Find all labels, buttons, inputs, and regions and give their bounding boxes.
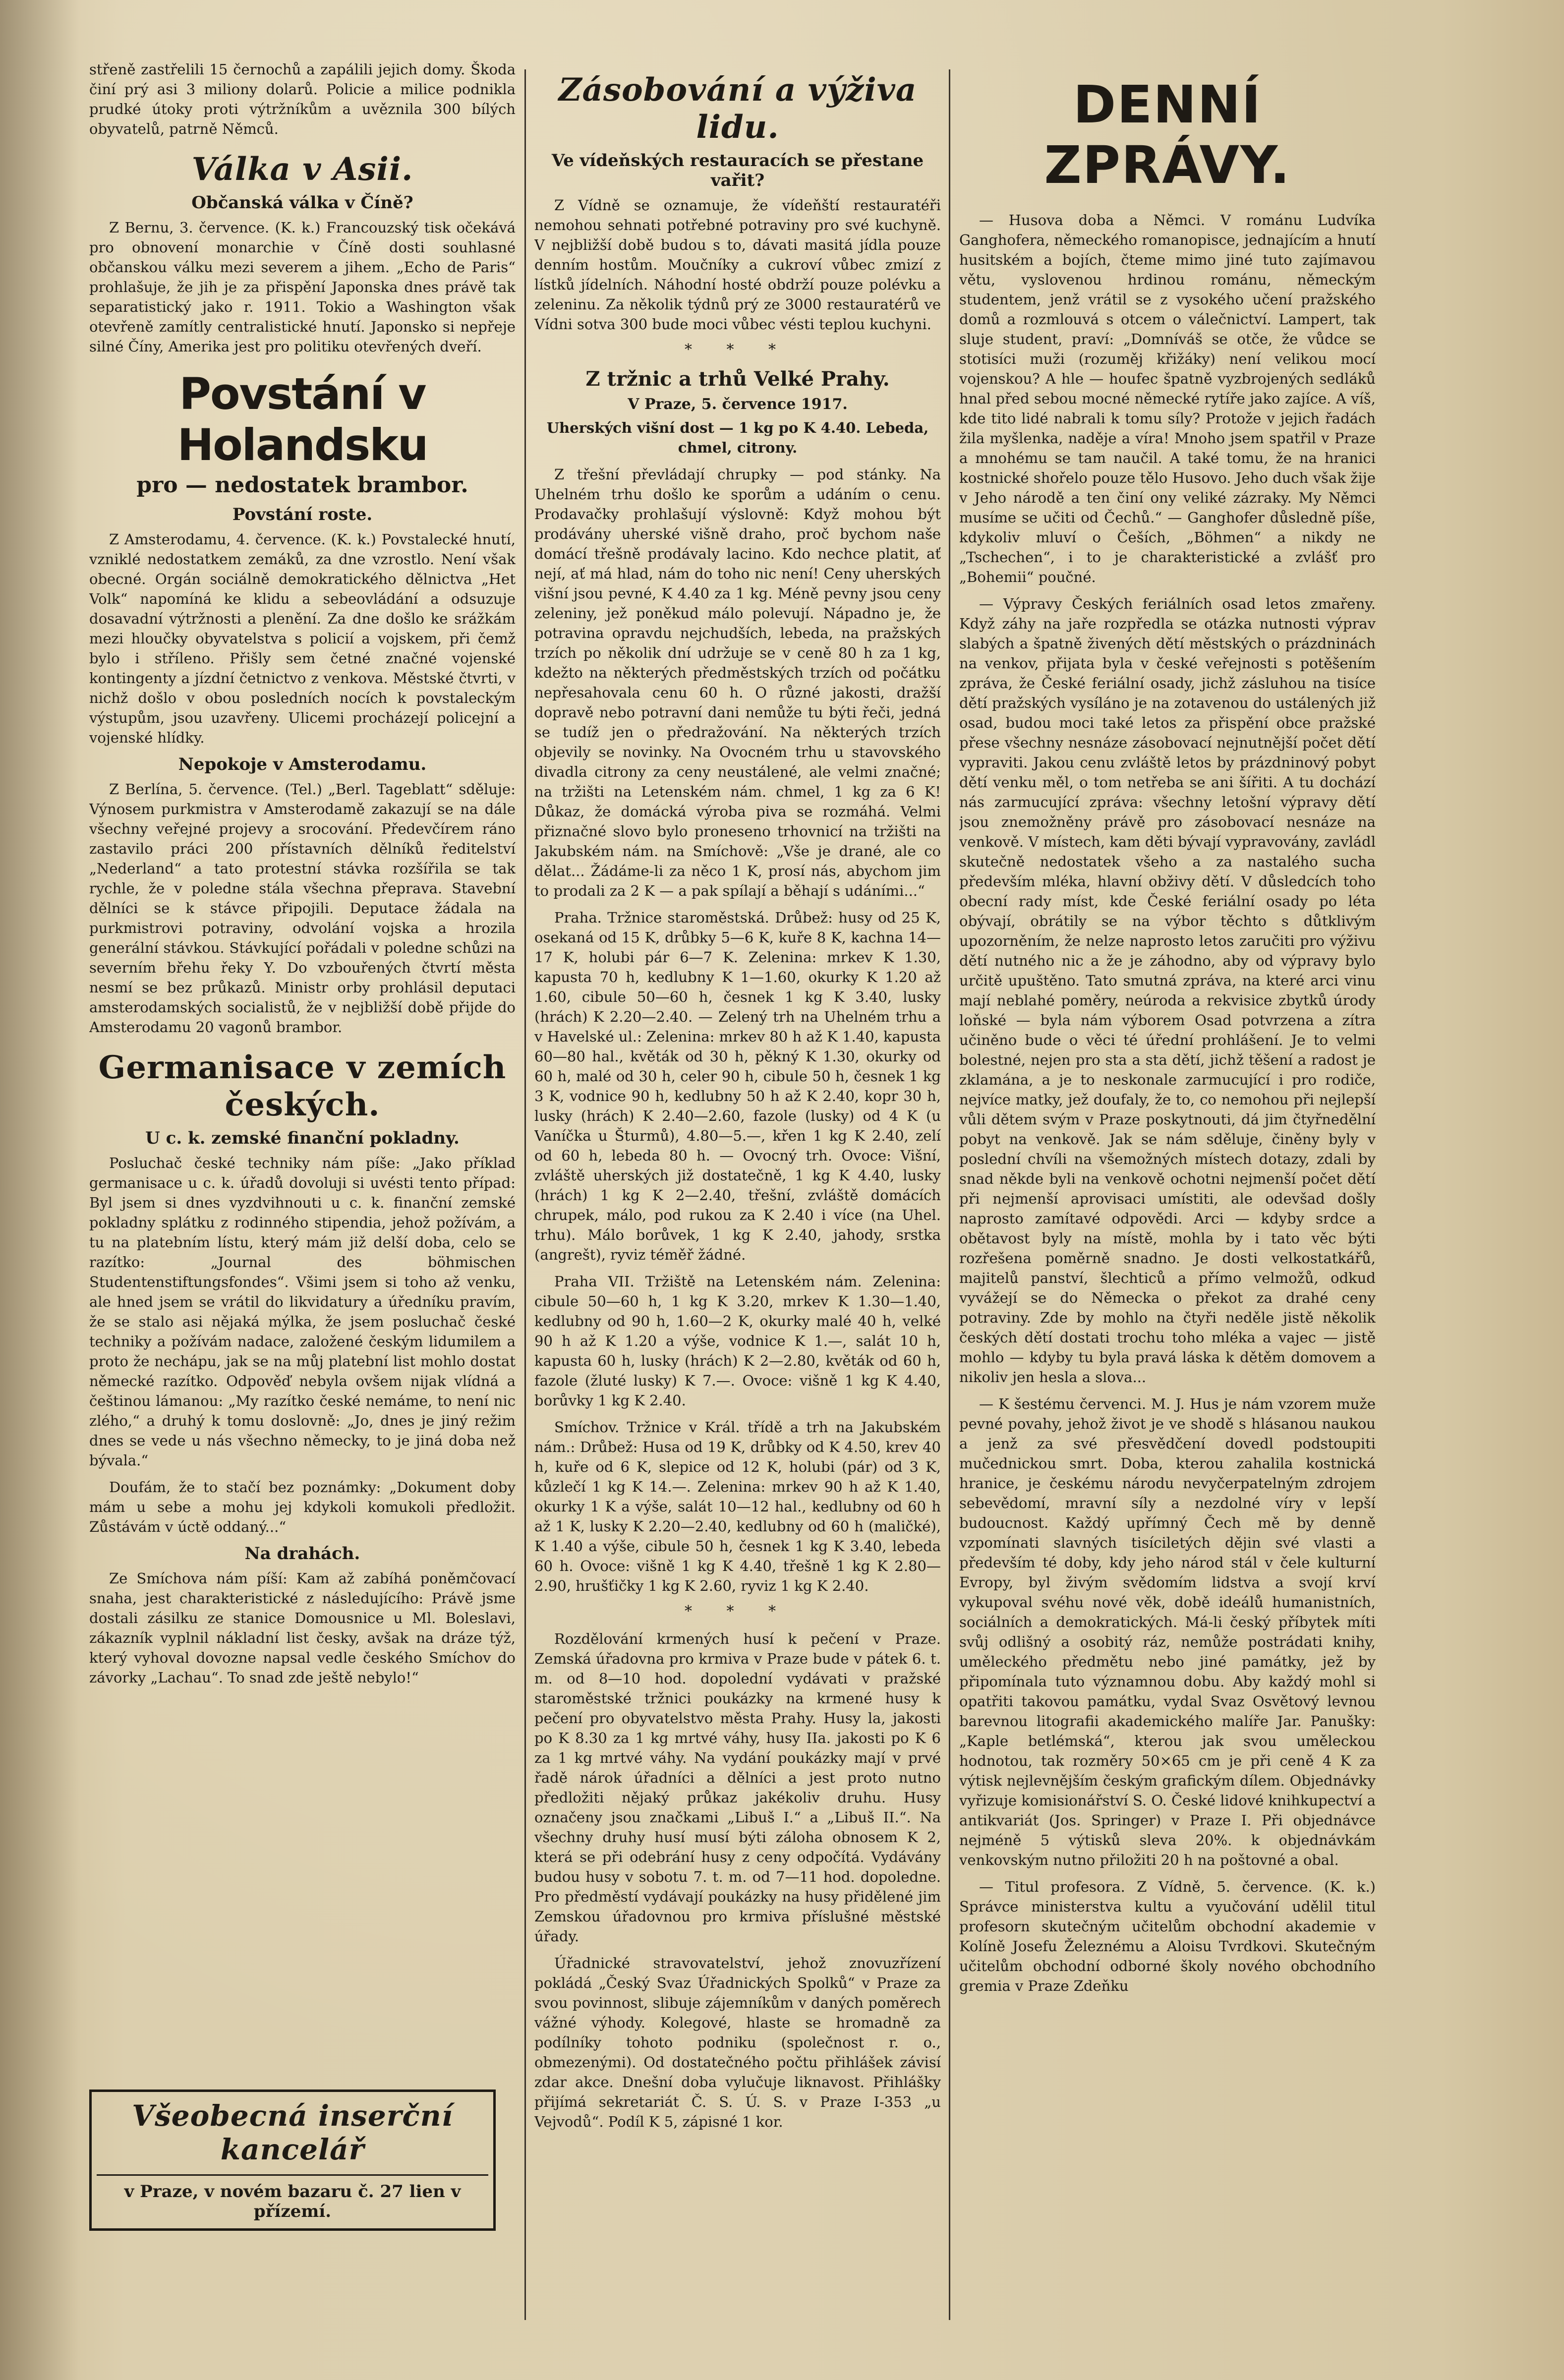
article-zasobovani-text: Z Vídně se oznamuje, že vídeňští restauratéři nemohou sehnati potřebné potraviny pro své kuchyně. V nejbližší době budou s to, dávati masitá jídla pouze denním hostům. Moučníky a cukroví vůbec zmizí z lístků jídelních. Náhodní hosté obdrží pouze polévku a zeleninu. Za několik týdnů prý ze 3000 restauratérů ve Vídni sotva 300 bude moci vůbec vésti teplou kuchyni. [534, 197, 941, 333]
ad-title: Všeobecná inserční kancelář [132, 2099, 453, 2166]
subhead-nedostatek-brambor: pro — nedostatek brambor. [136, 472, 468, 498]
section-divider-stars: * * * [684, 341, 791, 358]
subhead-uherske-visne: Uherských višní dost — 1 kg po K 4.40. Lebeda, chmel, citrony. [546, 419, 929, 456]
article-rozdelovani-husi: Rozdělování krmených husí k pečení v Praze. Zemská úřadovna pro krmiva v Praze bude v pátek 6. t. m. od 8—10 hod. dopolední vydávati v pražské staroměstské tržnici poukázky na krmené husy k pečení pro obyvatelstvo města Prahy. Husy la, jakosti po K 8.30 za 1 kg mrtvé váhy, husy IIa. jakosti po K 6 za 1 kg mrtvé váhy. Na vydání poukázky mají v prvé řadě nárok úřadníci a dělníci a jest proto nutno předložiti nějaký průkaz jakékoliv druhu. Husy označeny jsou značkami „Libuš I.“ a „Libuš II.“. Na všechny druhy husí musí býti záloha obnosem K 2, která se při odebrání husy z ceny odpočítá. Vydávány budou husy v sobotu 7. t. m. od 7—11 hod. dopoledne. Pro předměstí vydávají poukázky na husy přidělené jim Zemskou úřadovnou pro krmiva příslušné městské úřady. [534, 1630, 941, 1945]
advertisement-box [89, 2090, 496, 2231]
column-rule-1 [524, 69, 526, 2320]
subhead-povstani-roste: Povstání roste. [232, 505, 373, 524]
page-binding-shadow [0, 0, 79, 2380]
headline-valka-v-asii: Válka v Asii. [191, 151, 413, 188]
section-divider-stars-2: * * * [684, 1603, 791, 1620]
subhead-na-drahach: Na drahách. [244, 1544, 360, 1564]
article-trznice-praha: Praha. Tržnice staroměstská. Drůbež: husy od 25 K, osekaná od 15 K, drůbky 5—6 K, kuře 8 K, kachna 14—17 K, holubi pár 6—7 K. Zelenina: mrkev K 1.30, kapusta 70 h, kedlubny K 1—1.60, okurky K 1.20 až 1.60, cibule 50—60 h, česnek 1 kg K 3.40, lusky (hrách) K 2.20—2.40. — Zelený trh na Uhelném trhu a v Havelské ul.: Zelenina: mrkev 80 h až K 1.40, kapusta 60—80 hal., květák od 30 h, pěkný K 1.30, okurky od 60 h, malé od 30 h, celer 90 h, cibule 50 h, česnek 1 kg 3 K, vodnice 90 h, kedlubny 50 h až K 2.40, kopr 30 h, lusky (hrách) K 2.40—2.60, fazole (lusky) od 4 K (u Vaníčka u Šturmů), 4.80—5.—, křen 1 kg K 2.40, zelí od 60 h, lebeda 80 h. — Ovocný trh. Ovoce: Višní, zvláště uherských již dostatečně, 1 kg K 4.40, lusky (hrách) 1 kg K 2—2.40, třešní, zvláště domácích chrupek, málo, pod rukou za K 2.40 i více (na Uhel. trhu). Málo borůvek, 1 kg K 2.40, jahody, srstka (angrešt), ryviz téměř žádné. [534, 909, 941, 1263]
article-nepokoje-text: Z Berlína, 5. července. (Tel.) „Berl. Tageblatt“ sděluje: Výnosem purkmistra v Amsterodamě zakazují se na dále všechny veřejné projevy a srocování. Předevčírem ráno zastavilo práci 200 přístavních dělníků ředitelství „Nederland“ a tato protestní stávka rozšířila se tak rychle, že v poledne stála všechna přeprava. Stavební dělníci se k stávce připojili. Deputace žádala na purkmistrovi potraviny, odvolání vojska a hrozila generální stávkou. Stávkující pořádali v poledne schůzi na severním břehu řeky Y. Do vzbouřených čtvrtí města nesmí se bez průkazů. Ministr orby prohlásil deputaci amsterodamských socialistů, že v nejbližší době přijde do Amsterodamu 20 vagonů brambor. [89, 781, 516, 1036]
article-intro-text: střeně zastřelili 15 černochů a zapálili jejich domy. Škoda činí prý asi 3 miliony dolarů. Policie a milice podnikla prudké útoky proti výtržníkům a uvěznila 300 bílých obyvatelů, patrně Němců. [89, 61, 516, 137]
column-2 [534, 59, 941, 2265]
column-1 [89, 59, 516, 2142]
section-title-denni-zpravy: DENNÍ ZPRÁVY. [1044, 74, 1291, 195]
article-uradnicke-stravovani: Úřadnické stravovatelství, jehož znovuzřízení pokládá „Český Svaz Úřadnických Spolků“ v Praze za svou povinnost, slibuje zájemníkům v daných poměrech vážné výhody. Kolegové, hlaste se hromadně za podílníky tohoto podniku (společnost r. o., obmezenými). Od dostatečného počtu přihlášek závisí zdar akce. Dnešní doba vylučuje liknavost. Přihlášky přijímá sekretariát Č. S. Ú. S. v Praze I-353 „u Vejvodů“. Podíl K 5, zápisné 1 kor. [534, 1955, 941, 2130]
headline-povstani-v-holandsku: Povstání v Holandsku [177, 368, 428, 470]
article-germanisace-text-2: Doufám, že to stačí bez poznámky: „Dokument doby mám u sebe a mohu jej kdykoli komukoli předložit. Zůstávám v úctě oddaný...“ [89, 1479, 516, 1535]
subhead-financni-pokladny: U c. k. zemské finanční pokladny. [145, 1128, 460, 1148]
subhead-nepokoje: Nepokoje v Amsterodamu. [178, 755, 427, 774]
headline-z-trznic: Z tržnic a trhů Velké Prahy. [585, 367, 890, 391]
article-sestemu-cervenci: — K šestému červenci. M. J. Hus je nám vzorem muže pevné povahy, jehož život je ve shodě s hlásanou naukou a jenž za své přesvědčení dovedl podstoupiti mučednickou smrt. Doba, kterou zahalila kostnická hranice, je českému národu nevyčerpatelným zdrojem sebevědomí, mravní síly a nezdolné víry v lepší budoucnost. Každý upřímný Čech mě by denně vzpomínati slavných tisíciletých dějin své vlasti a především té doby, kdy jeho národ stál v čele kulturní Evropy, byl živým svědomím lidstva a svojí krví vykupoval svéhu nové věk, době ideálů humanistních, sociálních a demokratických. Má-li český příbytek míti svůj odlišný a osobitý ráz, nemůže postrádati knihy, uměleckého předmětu nebo jiné památky, jež by připomínala tuto významnou dobu. Aby každý mohl si opatřiti takovou památku, vydal Svaz Osvětový levnou barevnou litografii akademického malíře Jar. Panušky: „Kaple betlémská“, kterou jak svou uměleckou hodnotou, tak rozměry 50×65 cm je při ceně 4 K za výtisk nejlevnějším českým grafickým dílem. Objednávky vyřizuje komisionářství S. O. České lidové knihkupectví a antikvariát (Jos. Springer) v Praze I. Při objednávce nejméně 5 výtisků sleva 20%. k objednávkám venkovským nutno přiložiti 20 h na poštovné a obal. [959, 1395, 1376, 1868]
article-drahach-text: Ze Smíchova nám píší: Kam až zabíhá poněmčovací snaha, jest charakteristické z následujícího: Právě jsme dostali zásilku ze stanice Domousnice u Ml. Boleslavi, zákazník vyplnil nákladní list česky, avšak na dráze týž, který vyhoval dovozne napsal vedle českého Smíchov do závorky „Lachau“. To snad zde ještě nebylo!“ [89, 1570, 516, 1686]
ad-address: v Praze, v novém bazaru č. 27 lien v přízemí. [97, 2174, 488, 2221]
article-germanisace-text: Posluchač české techniky nám píše: „Jako příklad germanisace u c. k. úřadů dovoluji si uvésti tento případ: Byl jsem si dnes vyzdvihnouti u c. k. finanční zemské pokladny splátku z rodinného stipendia, jehož požívám, a tu na platebním lístu, který mám již delší doba, celo se razítko: „Journal des böhmischen Studentenstiftungsfondes“. Všimi jsem si toho až venku, ale hned jsem se vrátil do likvidatury a úředníku pravím, že se stalo asi nějaká mýlka, že jsem posluchač české techniky a požívám nadace, založené českým lidumilem a proto že nechápu, jak se na můj platební list mohlo dostat německé razítko. Odpověď nebyla ovšem nijak vlídná a češtinou lámanou: „My razítko české nemáme, to není nic zlého,“ a druhý k tomu doslovně: „Jo, dnes je jiný režim dnes se vede u nás všechno německy, to je jiná doba než bývala.“ [89, 1155, 516, 1469]
article-vypravy-ferialnich-osad: — Výpravy Českých feriálních osad letos zmařeny. Když záhy na jaře rozpředla se otázka nutnosti výprav slabých a špatně živených dětí městských o prázdninách na venkov, přijata byla v české veřejnosti s potěšením zpráva, že České feriální osady, jichž zásluhou na tisíce dětí pražských vysíláno je na zotavenou do ustálených již osad, budou moci také letos za přispění obce pražské přese všechny nesnáze zásobovací nejnutnější počet dětí vypraviti. Jakou cenu zvláště letos by prázdninový pobyt dětí venku měl, o tom netřeba se ani šířiti. A tu dochází nás zarmucující zpráva: všechny letošní výpravy dětí jsou znemožněny právě pro zásobovací nesnáze na venkově. V místech, kam děti bývají vypravovány, zavládl skutečně nedostatek všeho a za nastalého sucha především mléka, hlavní obživy dětí. V důsledcích toho obecní rady míst, kde České feriální osady po léta obývají, obrátily se na výbor těchto s důtklivým upozorněním, že nelze naprosto letos zaručiti pro výživu dětí nutného nic a že je záhodno, aby od výpravy bylo určitě upuštěno. Tato smutná zpráva, na které arci vinu mají neblahé poměry, neúroda a rekvisice zbytků úrody loňské — byla nám výborem Osad potvrzena a zítra učiněno bude o věci té úřední prohlášení. Je to velmi bolestné, nejen pro sta a sta dětí, jichž těšení a radost je zklamána, a je to neskonale zarmucující i pro rodiče, nejvíce matky, jež doufaly, že to, co nemohou při nejlepší vůli dětem svým v Praze poskytnouti, dá jim čtyřnedělní pobyt na venkově. Jak se nám sděluje, činěny byly v poslední chvíli na všemožných místech dotazy, zdali by snad někde byli na venkově ochotni nejmenší počet dětí při nejmenší aprovisaci umístiti, ale odevšad došly naprosto zamítavé odpovědi. Arci — kdyby srdce a obětavost byly na místě, mohla by i tato věc býti rozřešena poměrně snadno. Je dosti velkostatkářů, majitelů panství, šlechticů a přímo velmožů, odkud vyvážejí se do Německa o překot za drahé ceny potraviny. Zde by mohlo na čtyři neděle jistě několik českých dětí dostati trochu toho mléka a vajec — jistě mohlo — kdyby tu byla pravá láska k dětěm domovem a nikoliv jen hesla a slova... [959, 595, 1376, 1386]
article-valka-text: Z Bernu, 3. července. (K. k.) Francouzský tisk očekává pro obnovení monarchie v Číně dosti souhlasné občanskou válku mezi severem a jihem. „Echo de Paris“ prohlašuje, že jih je za přispění Japonska dnes právě tak separatistický jako r. 1911. Tokio a Washington však otevřeně zamítly centralistické hnutí. Japonsko si nepřeje silné Číny, Amerika jest pro politiku otevřených dveří. [89, 219, 516, 355]
headline-zasobovani: Zásobování a výživa lidu. [558, 71, 917, 146]
article-trznice-praha-vii: Praha VII. Tržiště na Letenském nám. Zelenina: cibule 50—60 h, 1 kg K 3.20, mrkev K 1.30—1.40, kedlubny od 90 h, 1.60—2 K, okurky malé 40 h, velké 90 h až K 1.20 a výše, vodnice K 1.—, salát 10 h, kapusta 60 h, lusky (hrách) K 2—2.80, květák od 60 h, fazole (žluté lusky) K 7.—. Ovoce: višně 1 kg K 4.40, borůvky 1 kg K 2.40. [534, 1273, 941, 1409]
article-trznice-smichov: Smíchov. Tržnice v Král. třídě a trh na Jakubském nám.: Drůbež: Husa od 19 K, drůbky od K 4.50, krev 40 h, kuře od 6 K, slepice od 12 K, holubi (pár) od 3 K, kůzlečí 1 kg K 14.—. Zelenina: mrkev 90 h až K 1.40, okurky 1 K a výše, salát 10—12 hal., kedlubny od 60 h až 1 K, lusky K 2.20—2.40, kedlubny od 60 h (maličké), K 1.40 a výše, cibule 50 h, česnek 1 kg K 3.40, lebeda 60 h. Ovoce: višně 1 kg K 4.40, třešně 1 kg K 2.80—2.90, hrušťičky 1 kg K 2.60, ryviz 1 kg K 2.40. [534, 1419, 941, 1594]
subhead-obcanska-valka: Občanská válka v Číně? [191, 193, 413, 213]
headline-germanisace: Germanisace v zemích českých. [98, 1049, 507, 1123]
article-povstani-text: Z Amsterodamu, 4. července. (K. k.) Povstalecké hnutí, vzniklé nedostatkem zemáků, za dne vzrostlo. Není však obecné. Orgán sociálně demokratického dělnictva „Het Volk“ napomíná ke klidu a sebeovládání a odsuzuje dosavadní výtržnosti a plenění. Za dne došlo ke srážkám mezi hloučky obyvatelstva s policií a vojskem, při čemž bylo i stříleno. Přišly sem četné značné vojenské kontingenty a jízdní četnictvo z venkova. Městské čtvrti, v nichž došlo v obou posledních nocích k povstaleckým výstupům, jsou uzavřeny. Ulicemi procházejí policejní a vojenské hlídky. [89, 531, 516, 746]
column-3 [959, 59, 1376, 2290]
dateline-trznice: V Praze, 5. července 1917. [628, 396, 848, 413]
article-husova-doba: — Husova doba a Němci. V románu Ludvíka Ganghofera, německého romanopisce, jednajícím a hnutí husitském a bojích, čteme mimo jiné tuto zajímavou větu, vyslovenou hrdinou románu, německým studentem, jenž vrátil se z vysokého učení pražského domů a rozmlouvá s otcem o válečnictví. Lampert, tak sluje student, praví: „Domníváš se otče, že vůdce se stotisíci muži (rozuměj křižáky) není velikou mocí vojenskou? A hle — houfec špatně vyzbrojených sedláků hnal před sebou mocné německé rytíře jako zajíce. A víš, kde tito lidé nabrali k tomu síly? Protože v jejich řadách žila myšlenka, naděje a víra! Mnoho jsem spatřil v Praze a mnohému se tam naučil. A také tomu, že na hranici kostnické shořelo pouze tělo Husovo. Jeho duch však žije v Jeho národě a ten činí ony veliké zázraky. My Němci musíme se učiti od Čechů.“ — Ganghofer důsledně píše, kdykoliv mluví o Češích, „Böhmen“ a nikdy ne „Tschechen“, i to je charakteristické a zvlášť pro „Bohemii“ poučné. [959, 212, 1376, 585]
subhead-videnske-restaurace: Ve vídeňských restauracích se přestane vařit? [551, 151, 924, 190]
column-rule-2 [949, 69, 950, 2320]
article-titul-profesora: — Titul profesora. Z Vídně, 5. července. (K. k.) Správce ministerstva kultu a vyučování udělil titul profesorn skutečným učitelům obchodní akademie v Kolíně Josefu Železnému a Aloisu Tvrdkovi. Skutečným učitelům obchodní odborné školy nového obchodního gremia v Praze Zdeňku [959, 1878, 1376, 1994]
article-trznice-text-1: Z třešní převládají chrupky — pod stánky. Na Uhelném trhu došlo ke sporům a udáním o cenu. Prodavačky prohlašují výslovně: Když mohou být prodávány uherské višně draho, proč bychom naše domácí třešně prodávaly lacino. Kdo nechce platit, ať nejí, ať má hlad, nám do toho nic není! Ceny uherských višní jsou pevné, K 4.40 za 1 kg. Méně pevny jsou ceny zeleniny, jež poněkud málo polevují. Nápadno je, že potravina opravdu nejchudších, lebeda, na pražských trzích po několik dní udržuje se v ceně 80 h za 1 kg, kdežto na některých předměstských trzích od počátku nepřesahovala cenu 60 h. O různé jakosti, dražší dopravě nebo potravní dani nemůže tu býti řeči, jedná se tudíž jen o předražování. Na některých trzích objevily se novinky. Na Ovocném trhu u stavovského divadla citrony za ceny neustálené, ale velmi značné; na tržišti na Letenském nám. chmel, 1 kg za 6 K! Důkaz, že domácká výroba piva se rozmáhá. Velmi přiznačné slovo bylo proneseno trhovnicí na tržišti na Jakubském nám. na Smíchově: „Vše je drané, ale co dělat... Žádáme-li za něco 1 K, prosí nás, abychom jim to prodali za 2 K — a pak spílají a běhají s udáními...“ [534, 466, 941, 899]
